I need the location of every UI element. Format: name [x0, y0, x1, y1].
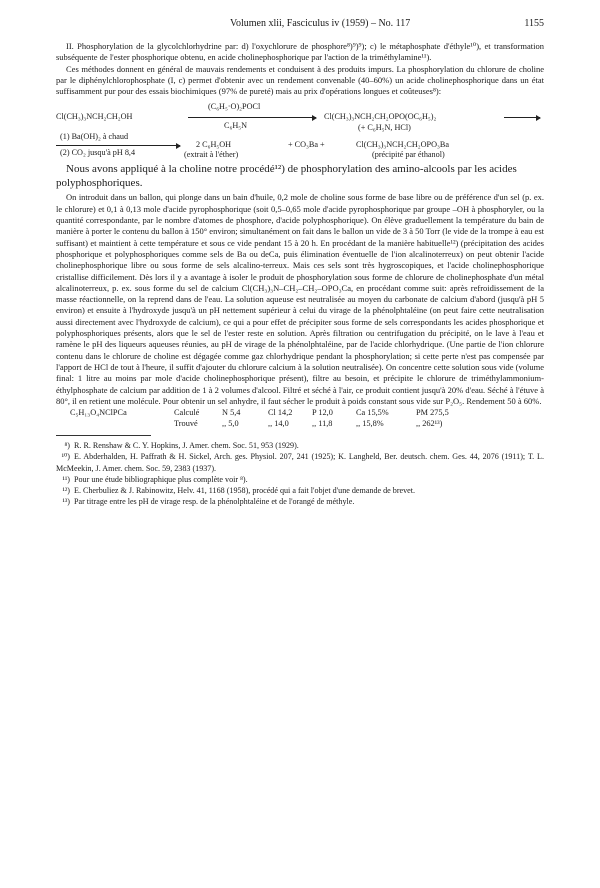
scheme-step2-bottom: (2) CO₂ jusqu'à pH 8,4 — [60, 148, 136, 158]
footnote-text: Par titrage entre les pH de virage resp. de la phénolphtaléine et de l'orangé de méthyle. — [74, 497, 355, 507]
section-lead: Nous avons appliqué à la choline notre procédé¹²) de phosphorylation des amino-alcools par les acides polyphosphoriques. — [56, 163, 517, 190]
scheme-final-note: (précipité par éthanol) — [372, 150, 445, 160]
footnote-number: ¹¹) — [62, 474, 70, 484]
footnote — [56, 496, 544, 507]
footnote — [56, 485, 544, 496]
paragraph-phosphorylation-glycol: II. Phosphorylation de la glycolchlorhydrine par: d) l'oxychlorure de phosphore⁸)⁹)⁹); c) le métaphosphate d'éthyle¹⁰), et transformation subséquente de l'ester phosphorique obtenu, en acide cholinephosphorique par l'action de la triméthylamine¹¹). — [56, 41, 544, 63]
scheme-byproduct: (+ C₆H₅N, HCl) — [358, 123, 411, 133]
scheme-product: Cl(CH₃)₃NCH₂CH₂OPO(OC₆H₅)₂ — [324, 112, 437, 122]
analysis-calc-pm: PM 275,5 — [416, 408, 449, 418]
analysis-calc-n: N 5,4 — [222, 408, 241, 418]
footnote — [56, 440, 544, 451]
paragraph-procedure: On introduit dans un ballon, qui plonge dans un bain d'huile, 0,2 mole de choline sous forme de base libre ou de préférence d'un sel (p. ex. le chlorure) et 0,1 à 0,13 mole d'acide pyrophosphorique (soit 0,5–0,65 mole d'acide pyrophosphorique par groupe –OH à phosphoryler, ou la quantité correspondante, par le nombre d'atomes de phosphore, d'acide polyphosphorique). On élève graduellement la température du bain de manière à porter le contenu du ballon à 150° environ; simultanément on fait dans le ballon un vide de 3 à 50 Torr (le vide de la trompe à eau est suffisant) et maintient à cette température et sous ce vide pendant 15 à 20 h. En procédant de la manière habituelle¹²) (précipitation des acides phosphorique et polyphosphoriques comme sels de Ba ou deCa, puis élimination éventuelle de l'ion alcalinoterreux) on peut obtenir l'acide cholinephosphorique libre ou sous forme de sels alcalino-terreux. Mais ces sels sont très hygroscopiques, et l'acide cholinephosphorique cristallise difficilement. Dès lors il y a avantage à isoler le produit de phosphorylation sous forme de chlorure de cholinephosphate d'un métal alcalinoterreux, p. ex. sous forme du sel de calcium Cl(CH₃)₃N–CH₂–CH₂–OPO₃Ca, en procédant comme suit: après refroidissement de la masse réactionnelle, on la reprend dans de l'eau. La solution aqueuse est neutralisée au moyen du carbonate de calcium d'abord (jusqu'à pH 5 environ) et ensuite à l'hydroxyde jusqu'à un pH nettement supérieur à celui du virage de la phénolphtaléine (on peut faire cette neutralisation aussi directement avec l'hydroxyde de calcium), ce qui a pour effet de précipiter sous forme de sels correspondants les acides phosphorique et polyphosphoriques présents, alors que le sel de l'ester reste en solution. Après filtration ou centrifugation du précipité, on le lave à l'eau et ramène le pH des liqueurs aqueuses réunies, au pH de virage de la phénolphtaléine, par de l'acide chlorhydrique. (Une partie de l'ion chlorure contenu dans le chlorure de choline est dégagée comme gaz chlorhydrique pendant la phosphorylation; si cette perte n'est pas compensée par l'apport de HCl de tout à l'heure, il suffit d'ajouter du chlorure calcium à la solution neutralisée). On concentre cette solution sous vide (volume final: 1 litre au moins par mole d'acide cholinephosphorique présent), filtre au besoin, et précipite le chlorure de triméthylammonium-éthylphosphate de calcium par addition de 1 à 2 volumes d'alcool. Filtré et séché à l'air, ce produit contient jusqu'à 20% d'eau. Séché à l'étuve à 80°, il en retient une molécule. Pour obtenir un sel anhydre, il faut sécher le produit à poids constant sous vide sur P₂O₅. Rendement 50 à 60%. — [56, 192, 544, 406]
analysis-calc-cl: Cl 14,2 — [268, 408, 293, 418]
footnote — [56, 451, 544, 473]
reaction-arrow-1 — [188, 117, 316, 118]
footnote-number: ¹³) — [62, 497, 70, 507]
analysis-calc-label: Calculé — [174, 408, 200, 418]
analysis-found-p: ,, 11,8 — [312, 419, 333, 429]
paragraph-methods: Ces méthodes donnent en général de mauvais rendements et conduisent à des produits impurs. La phosphorylation du chlorure de choline par le diphénylchlorophosphate (I, c) permet d'obtenir avec un rendement convenable (40–60%) un acide cholinephosphorique dans un état suffisamment pur pour des essais biochimiques (97% de pureté) mais au prix d'opérations longues et coûteuses⁸): — [56, 63, 544, 97]
journal-reference: Volumen xlii, Fasciculus iv (1959) – No. 117 — [230, 18, 411, 29]
scheme-phenol-note: (extrait à l'éther) — [184, 150, 239, 160]
reaction-scheme — [56, 100, 544, 158]
footnote-number: ⁸) — [64, 441, 70, 451]
scheme-phenol: 2 C₆H₅OH — [196, 140, 232, 150]
footnote-text: Pour une étude bibliographique plus complète voir ⁸). — [74, 474, 248, 484]
analysis-formula: C₅H₁₃O₄NClPCa — [70, 408, 127, 418]
footnote-text: E. Abderhalden, H. Paffrath & H. Sickel, Arch. ges. Physiol. 207, 241 (1925); K. Langheld, Ber. deutsch. chem. Ges. 44, 2076 (1911); T. L. McMeekin, J. Amer. chem. Soc. 59, 2383 (1937). — [56, 452, 544, 473]
scheme-step2-top: (1) Ba(OH)₂ à chaud — [60, 132, 129, 142]
scheme-reactant: Cl(CH₃)₃NCH₂CH₂OH — [56, 112, 133, 122]
analysis-calc-p: P 12,0 — [312, 408, 333, 418]
reaction-arrow-2 — [56, 145, 180, 146]
running-header — [56, 18, 544, 32]
footnote-number: ¹⁰) — [61, 452, 70, 462]
footnote-text: R. R. Renshaw & C. Y. Hopkins, J. Amer. chem. Soc. 51, 953 (1929). — [74, 441, 299, 451]
analysis-found-pm: ,, 262¹³) — [416, 419, 443, 429]
analysis-found-cl: ,, 14,0 — [268, 419, 289, 429]
analysis-found-ca: ,, 15,8% — [356, 419, 384, 429]
scheme-reagent-top: (C₆H₅·O)₂POCl — [208, 102, 261, 112]
footnote — [56, 474, 544, 485]
analysis-calc-ca: Ca 15,5% — [356, 408, 389, 418]
scheme-reagent-bottom: C₆H₅N — [224, 121, 247, 131]
footnote-text: E. Cherbuliez & J. Rabinowitz, Helv. 41, 1168 (1958), procédé qui a fait l'objet d'une demande de brevet. — [74, 485, 416, 495]
footnote-number: ¹²) — [62, 485, 70, 495]
scheme-final-product: Cl(CH₃)₃NCH₂CH₂OPO₃Ba — [356, 140, 449, 150]
elemental-analysis — [56, 407, 544, 431]
analysis-found-label: Trouvé — [174, 419, 198, 429]
paper-page — [56, 18, 544, 507]
footnotes — [56, 440, 544, 507]
analysis-found-n: ,, 5,0 — [222, 419, 239, 429]
page-number: 1155 — [524, 18, 544, 29]
footnote-divider — [56, 435, 151, 436]
scheme-baco3: + CO₃Ba + — [288, 140, 325, 150]
reaction-arrow-continue — [504, 117, 540, 118]
